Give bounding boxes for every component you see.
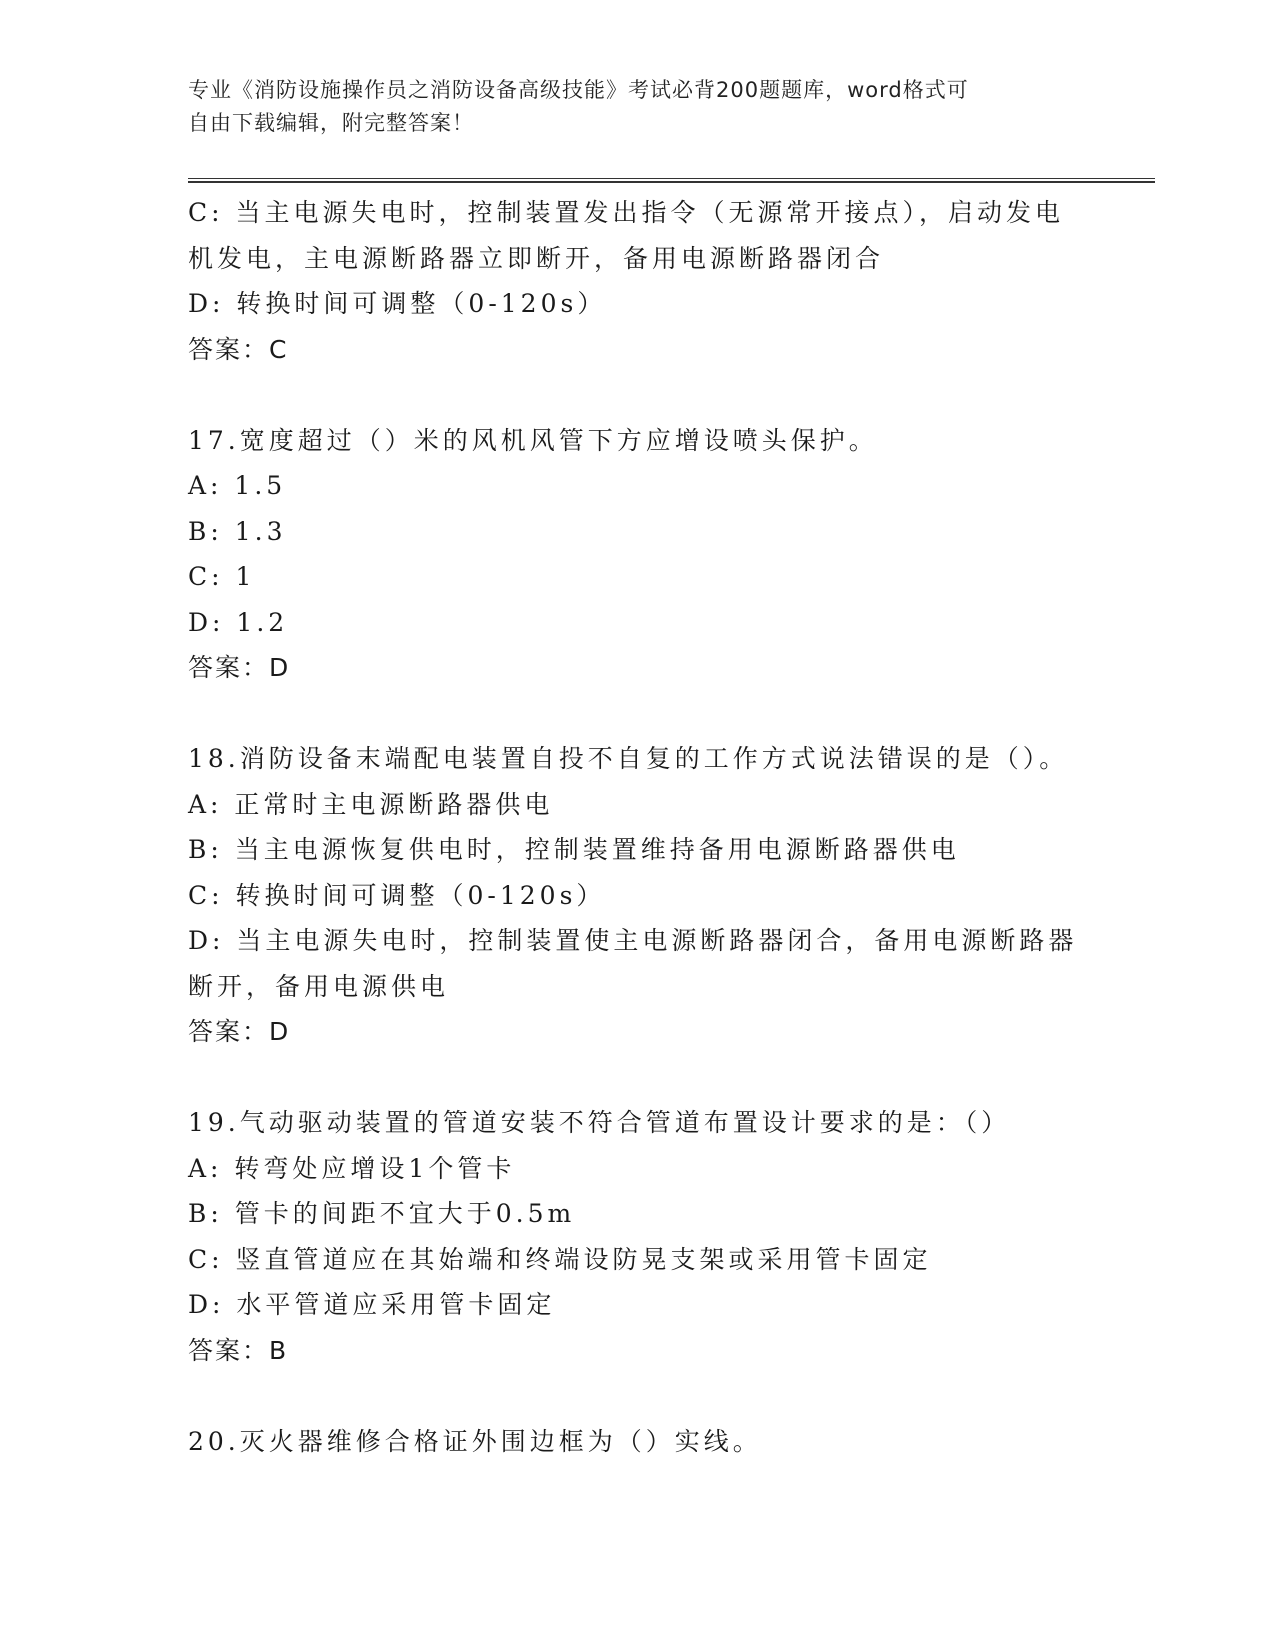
option-d: D: 转换时间可调整（0-120s） [188,289,607,318]
question-text: 18.消防设备末端配电装置自投不自复的工作方式说法错误的是（）。 [188,744,1069,773]
option-c: C: 转换时间可调整（0-120s） [188,880,606,910]
question-19 [188,1100,1088,1373]
option-a: A: 正常时主电源断路器供电 [188,789,554,819]
spacer [188,372,1088,418]
spacer [188,1055,1088,1101]
option-d: D: 1.2 [188,607,289,637]
header-divider [188,178,1155,183]
header-line-1: 专业《消防设施操作员之消防设备高级技能》考试必背200题题库，word格式可 [188,78,969,102]
question-list [188,190,1088,1464]
question-text: 19.气动驱动装置的管道安装不符合管道布置设计要求的是：（） [188,1108,1011,1137]
option-b: B: 1.3 [188,516,287,546]
answer: 答案：D [188,653,291,682]
option-b: B: 当主电源恢复供电时，控制装置维持备用电源断路器供电 [188,835,960,864]
option-d-line-2: 断开，备用电源供电 [188,971,450,1001]
header-line-2: 自由下载编辑，附完整答案！ [188,111,474,135]
answer: 答案：C [188,334,289,364]
option-a: A: 转弯处应增设1个管卡 [188,1153,516,1183]
spacer [188,1373,1088,1419]
option-c-line-1: C: 当主电源失电时，控制装置发出指令（无源常开接点），启动发电 [188,198,1065,227]
question-20 [188,1419,1088,1465]
question-18 [188,736,1088,1055]
option-c-line-2: 机发电，主电源断路器立即断开，备用电源断路器闭合 [188,243,885,273]
spacer [188,691,1088,737]
option-d: D: 水平管道应采用管卡固定 [188,1290,556,1319]
option-b: B: 管卡的间距不宜大于0.5m [188,1199,576,1228]
option-c: C: 1 [188,562,256,591]
question-text: 17.宽度超过（）米的风机风管下方应增设喷头保护。 [188,425,878,455]
page-header [188,74,1068,140]
question-text: 20.灭火器维修合格证外围边框为（）实线。 [188,1426,762,1456]
answer: 答案：D [188,1017,291,1046]
option-c: C: 竖直管道应在其始端和终端设防晃支架或采用管卡固定 [188,1244,932,1274]
question-16 [188,190,1088,372]
option-a: A: 1.5 [188,471,287,500]
option-d-line-1: D: 当主电源失电时，控制装置使主电源断路器闭合，备用电源断路器 [188,926,1078,955]
answer: 答案：B [188,1335,289,1365]
question-17 [188,418,1088,691]
